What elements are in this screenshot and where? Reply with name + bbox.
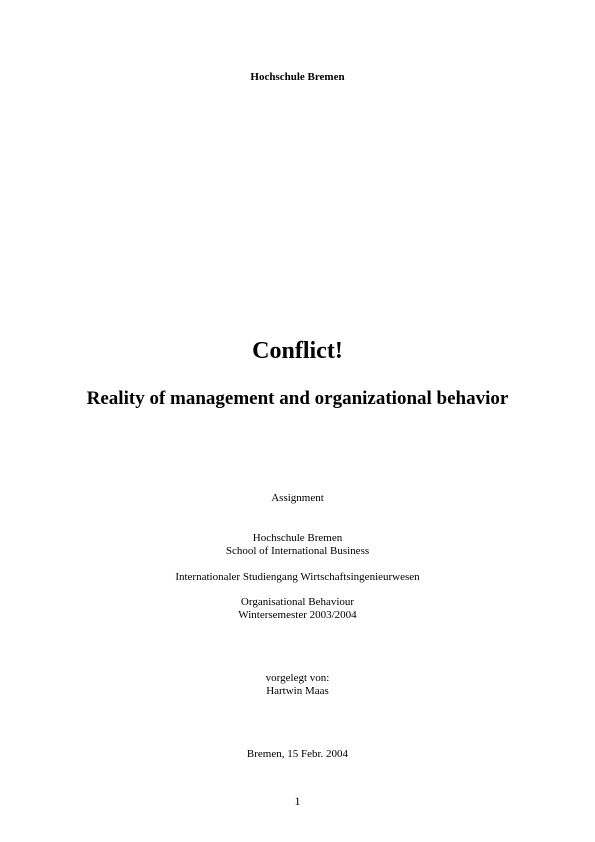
institution-block (0, 532, 595, 558)
document-title: Conflict! (252, 338, 343, 364)
document-type: Assignment (271, 492, 324, 504)
course-block (0, 596, 595, 622)
author-block (0, 672, 595, 698)
document-subtitle: Reality of management and organizational behavior (86, 388, 509, 409)
submitted-by-label: vorgelegt von: (265, 672, 330, 684)
place-date: Bremen, 15 Febr. 2004 (246, 748, 349, 760)
semester: Wintersemester 2003/2004 (238, 609, 357, 621)
school-name: School of International Business (225, 545, 370, 557)
header-institution: Hochschule Bremen (250, 71, 345, 83)
author-name: Hartwin Maas (266, 685, 329, 697)
page-number: 1 (294, 794, 301, 808)
institution-name: Hochschule Bremen (252, 532, 343, 544)
program-name: Internationaler Studiengang Wirtschaftsingenieurwesen (175, 571, 420, 583)
course-name: Organisational Behaviour (240, 596, 355, 608)
